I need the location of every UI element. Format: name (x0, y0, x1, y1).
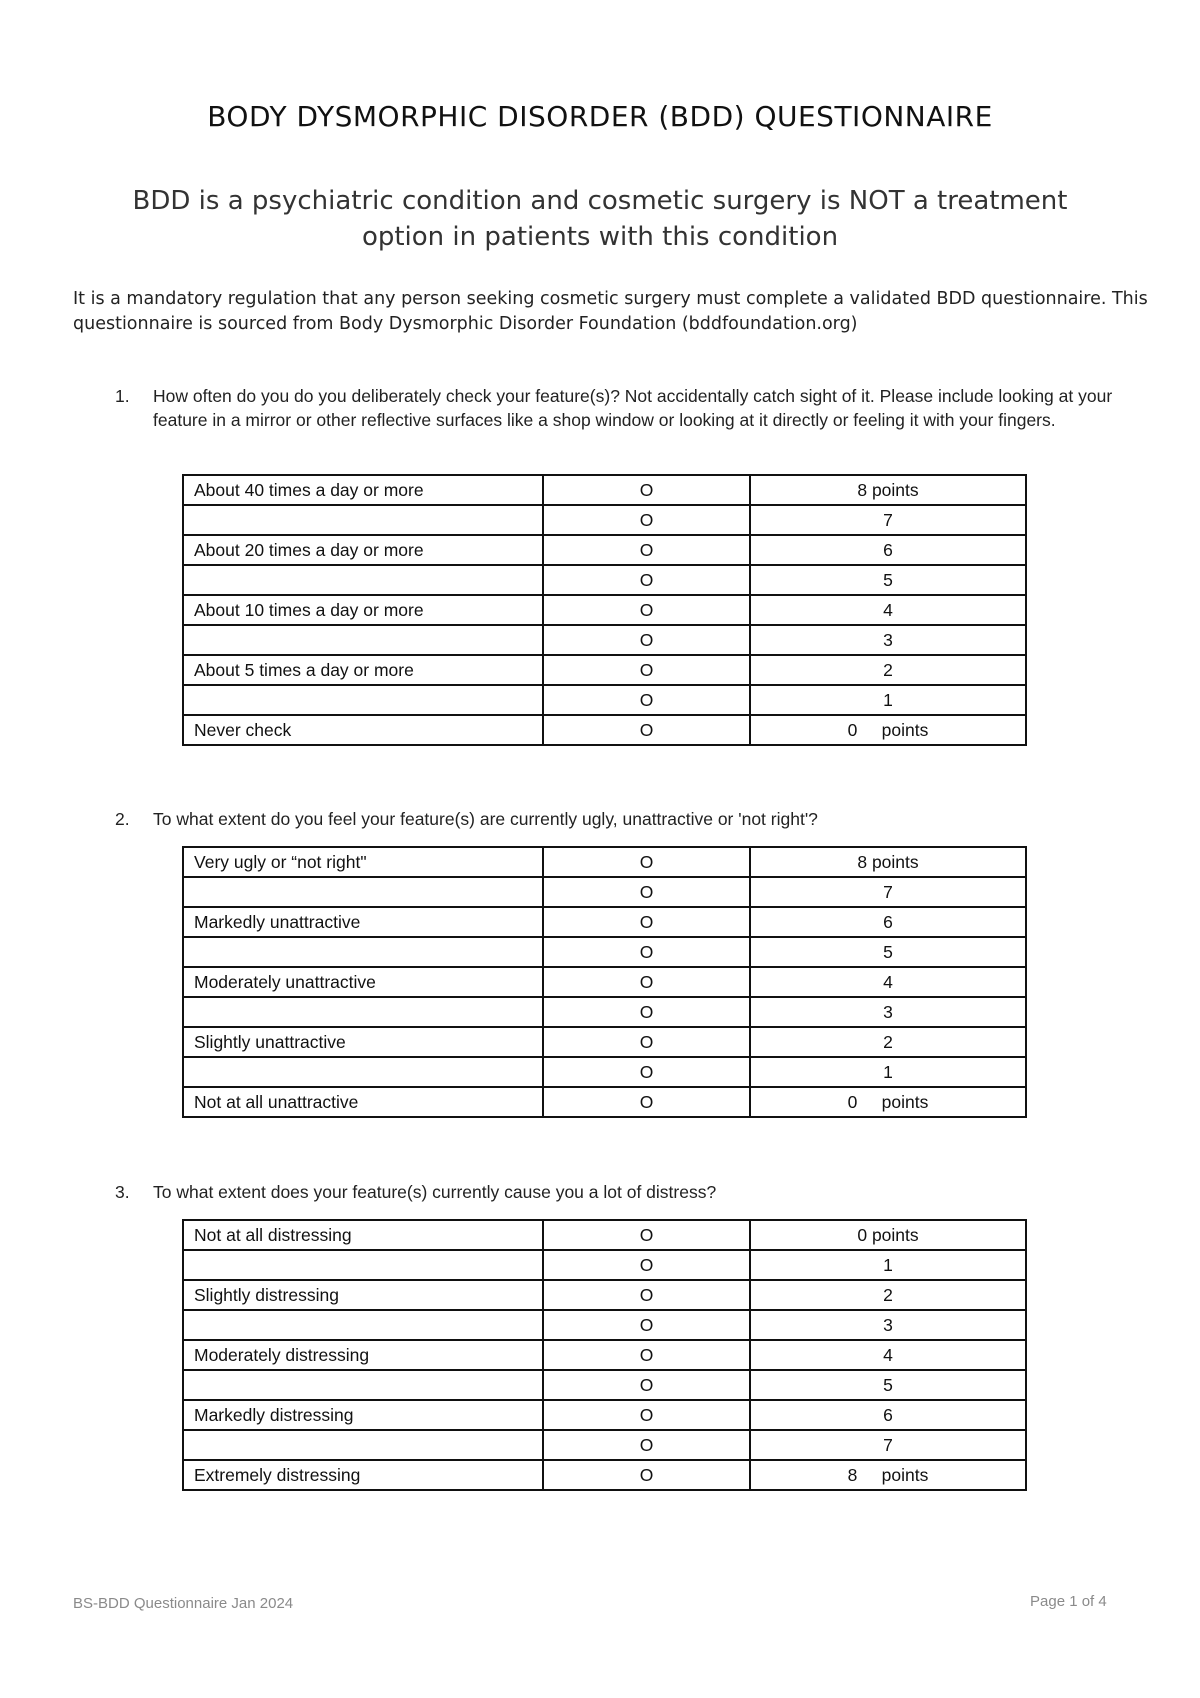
radio-option[interactable]: O (543, 967, 750, 997)
points-value: 5 (750, 565, 1026, 595)
answer-label: Not at all distressing (183, 1220, 543, 1250)
radio-option[interactable]: O (543, 907, 750, 937)
answer-row[interactable] (183, 505, 1026, 535)
answer-label (183, 1370, 543, 1400)
points-value: 6 (750, 1400, 1026, 1430)
answer-label: About 10 times a day or more (183, 595, 543, 625)
document-title: BODY DYSMORPHIC DISORDER (BDD) QUESTIONNAIRE (207, 100, 993, 133)
footer-page-number: Page 1 of 4 (1030, 1593, 1107, 1610)
radio-option[interactable]: O (543, 1460, 750, 1490)
answer-row[interactable] (183, 1430, 1026, 1460)
points-value: 5 (750, 1370, 1026, 1400)
answer-row[interactable] (183, 1057, 1026, 1087)
answer-row[interactable] (183, 475, 1026, 505)
points-value: 7 (750, 1430, 1026, 1460)
radio-option[interactable]: O (543, 1057, 750, 1087)
radio-option[interactable]: O (543, 565, 750, 595)
radio-option[interactable]: O (543, 1280, 750, 1310)
points-value: 6 (750, 907, 1026, 937)
radio-option[interactable]: O (543, 595, 750, 625)
question-text: To what extent does your feature(s) currently cause you a lot of distress? (153, 1182, 717, 1202)
answer-label: Very ugly or “not right" (183, 847, 543, 877)
answer-label: Never check (183, 715, 543, 745)
radio-option[interactable]: O (543, 505, 750, 535)
radio-option[interactable]: O (543, 535, 750, 565)
points-value: 0 points (750, 1220, 1026, 1250)
points-value: 1 (750, 685, 1026, 715)
answer-row[interactable] (183, 877, 1026, 907)
radio-option[interactable]: O (543, 847, 750, 877)
points-value: 4 (750, 967, 1026, 997)
answer-row[interactable] (183, 565, 1026, 595)
points-value: 2 (750, 1027, 1026, 1057)
answer-row[interactable] (183, 1460, 1026, 1490)
answer-label (183, 1430, 543, 1460)
points-value: 7 (750, 505, 1026, 535)
radio-option[interactable]: O (543, 1370, 750, 1400)
answer-row[interactable] (183, 685, 1026, 715)
answer-row[interactable] (183, 907, 1026, 937)
answer-row[interactable] (183, 1400, 1026, 1430)
question-text: To what extent do you feel your feature(s) are currently ugly, unattractive or 'not right'? (153, 809, 818, 829)
answer-label: Moderately unattractive (183, 967, 543, 997)
question-text: How often do you do you deliberately check your feature(s)? Not accidentally catch sight of it. Please include looking at your feature in a mirror or other reflective surfaces like a shop window or looking at it directly or feeling it with your fingers. (153, 386, 1113, 430)
points-value: 8 points (750, 475, 1026, 505)
answer-table-1 (182, 474, 1027, 746)
radio-option[interactable]: O (543, 475, 750, 505)
answer-row[interactable] (183, 1027, 1026, 1057)
answer-row[interactable] (183, 1340, 1026, 1370)
radio-option[interactable]: O (543, 997, 750, 1027)
answer-row[interactable] (183, 967, 1026, 997)
points-value: 3 (750, 1310, 1026, 1340)
answer-label: About 20 times a day or more (183, 535, 543, 565)
answer-row[interactable] (183, 847, 1026, 877)
radio-option[interactable]: O (543, 937, 750, 967)
points-value: 7 (750, 877, 1026, 907)
question-number: 3. (115, 1182, 130, 1202)
footer-document-id: BS-BDD Questionnaire Jan 2024 (73, 1595, 294, 1612)
points-value: 0 points (750, 1087, 1026, 1117)
answer-row[interactable] (183, 1310, 1026, 1340)
radio-option[interactable]: O (543, 685, 750, 715)
radio-option[interactable]: O (543, 1310, 750, 1340)
points-value: 5 (750, 937, 1026, 967)
answer-table-3 (182, 1219, 1027, 1491)
answer-row[interactable] (183, 1250, 1026, 1280)
question-number: 1. (115, 386, 130, 406)
points-value: 8 points (750, 847, 1026, 877)
answer-label (183, 937, 543, 967)
answer-row[interactable] (183, 997, 1026, 1027)
radio-option[interactable]: O (543, 1220, 750, 1250)
points-value: 3 (750, 625, 1026, 655)
answer-label: Slightly distressing (183, 1280, 543, 1310)
points-value: 8 points (750, 1460, 1026, 1490)
answer-label: Not at all unattractive (183, 1087, 543, 1117)
intro-paragraph: It is a mandatory regulation that any person seeking cosmetic surgery must complete a validated BDD questionnaire. This questionnaire is sourced from Body Dysmorphic Disorder Foundation (bddfoundation.org) (73, 289, 1148, 334)
points-value: 0 points (750, 715, 1026, 745)
points-value: 4 (750, 1340, 1026, 1370)
answer-label (183, 1310, 543, 1340)
radio-option[interactable]: O (543, 625, 750, 655)
answer-label (183, 565, 543, 595)
answer-row[interactable] (183, 625, 1026, 655)
points-value: 4 (750, 595, 1026, 625)
question-number: 2. (115, 809, 130, 829)
answer-label: Extremely distressing (183, 1460, 543, 1490)
radio-option[interactable]: O (543, 715, 750, 745)
answer-label: Markedly unattractive (183, 907, 543, 937)
answer-row[interactable] (183, 535, 1026, 565)
question-3 (115, 1180, 1145, 1204)
question-2 (115, 807, 1145, 831)
points-value: 3 (750, 997, 1026, 1027)
answer-row[interactable] (183, 1220, 1026, 1250)
answer-label (183, 1057, 543, 1087)
points-value: 6 (750, 535, 1026, 565)
points-value: 1 (750, 1250, 1026, 1280)
answer-label (183, 505, 543, 535)
answer-table-2 (182, 846, 1027, 1118)
answer-label (183, 877, 543, 907)
answer-label: About 5 times a day or more (183, 655, 543, 685)
answer-label: Moderately distressing (183, 1340, 543, 1370)
answer-label (183, 997, 543, 1027)
answer-label: Slightly unattractive (183, 1027, 543, 1057)
answer-label (183, 1250, 543, 1280)
answer-row[interactable] (183, 715, 1026, 745)
answer-label (183, 685, 543, 715)
answer-row[interactable] (183, 1280, 1026, 1310)
answer-row[interactable] (183, 1087, 1026, 1117)
answer-row[interactable] (183, 655, 1026, 685)
answer-label (183, 625, 543, 655)
radio-option[interactable]: O (543, 1087, 750, 1117)
answer-label: About 40 times a day or more (183, 475, 543, 505)
document-subtitle: BDD is a psychiatric condition and cosmetic surgery is NOT a treatment option in patients with this condition (132, 186, 1068, 252)
radio-option[interactable]: O (543, 1430, 750, 1460)
radio-option[interactable]: O (543, 1340, 750, 1370)
question-1 (115, 384, 1145, 432)
radio-option[interactable]: O (543, 1027, 750, 1057)
radio-option[interactable]: O (543, 877, 750, 907)
answer-row[interactable] (183, 937, 1026, 967)
answer-row[interactable] (183, 595, 1026, 625)
answer-row[interactable] (183, 1370, 1026, 1400)
radio-option[interactable]: O (543, 1400, 750, 1430)
radio-option[interactable]: O (543, 655, 750, 685)
points-value: 2 (750, 1280, 1026, 1310)
points-value: 1 (750, 1057, 1026, 1087)
radio-option[interactable]: O (543, 1250, 750, 1280)
answer-label: Markedly distressing (183, 1400, 543, 1430)
points-value: 2 (750, 655, 1026, 685)
